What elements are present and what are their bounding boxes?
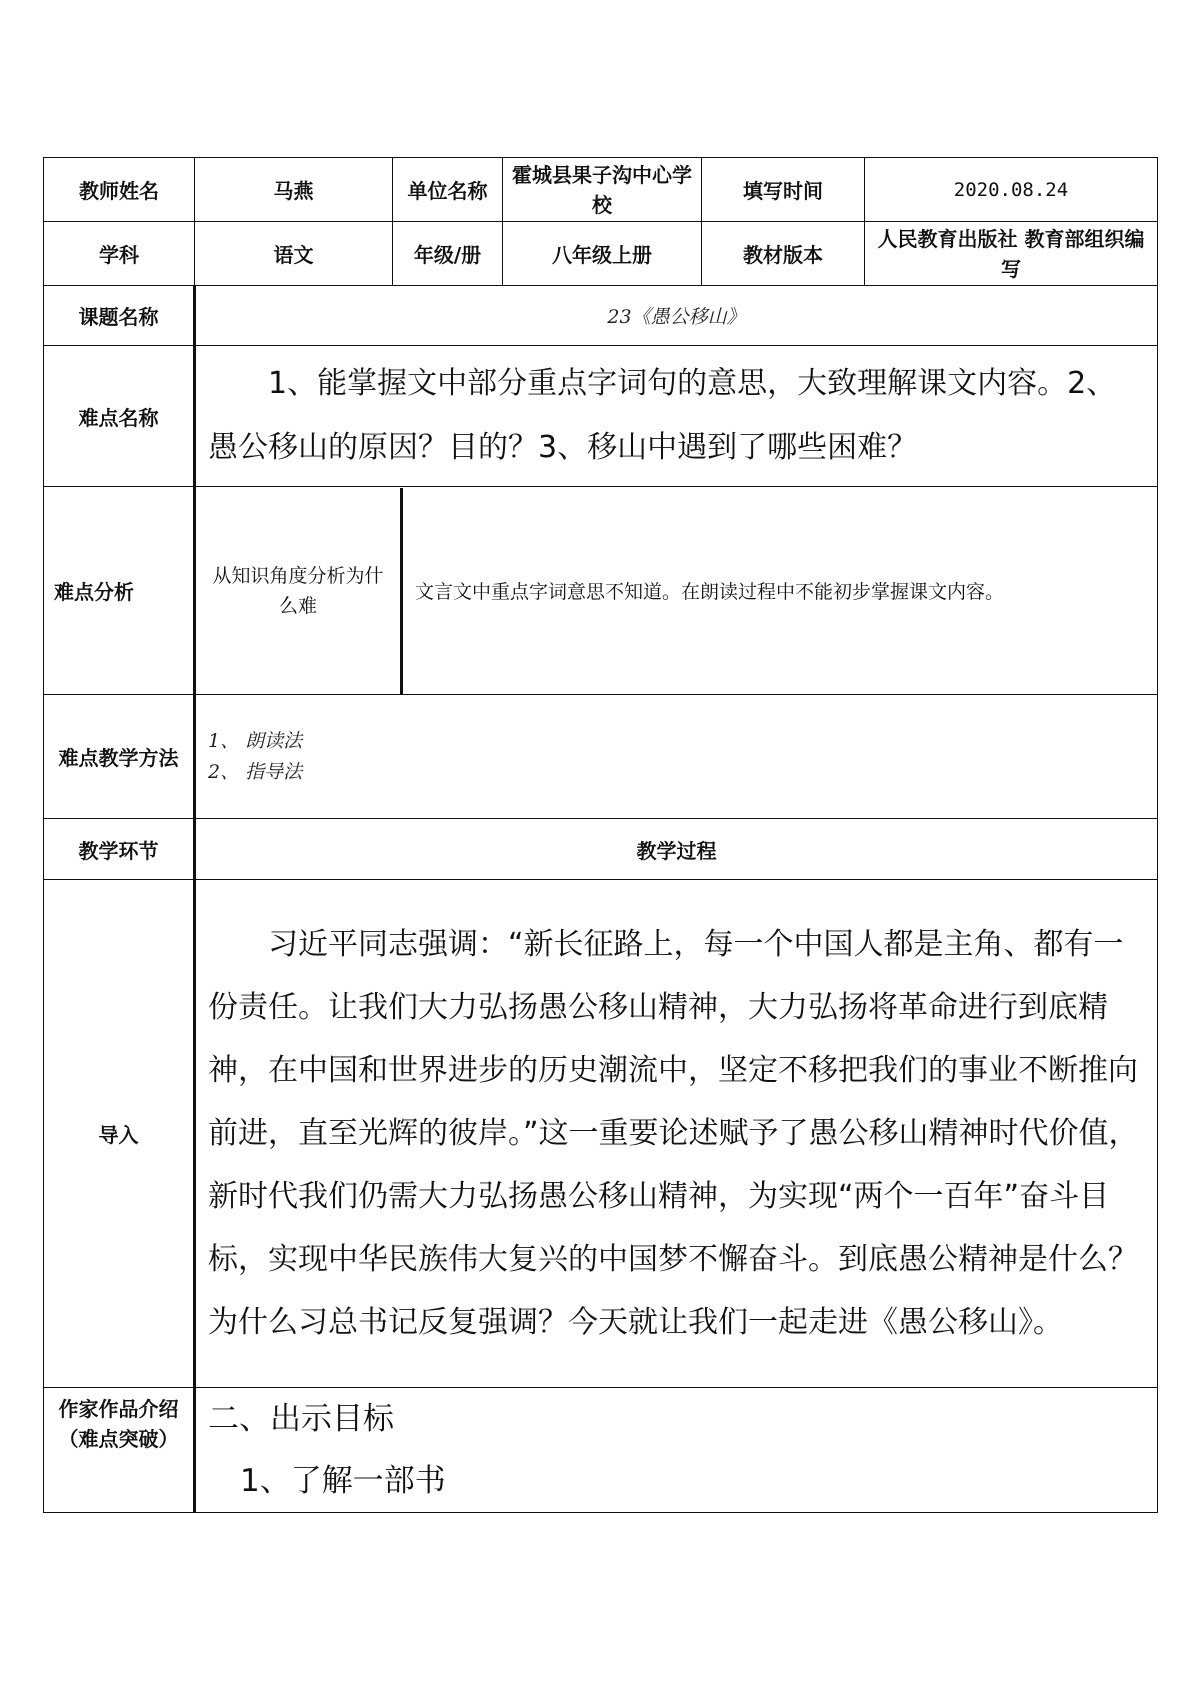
author-content (195, 1388, 1158, 1513)
author-label (44, 1388, 195, 1513)
edition-value: 人民教育出版社 教育部组织编写 (865, 222, 1158, 286)
row-teacher (44, 158, 1158, 222)
row-difficulty (44, 346, 1158, 487)
intro-text (195, 880, 1158, 1388)
author-item: 1、了解一部书 (240, 1463, 446, 1499)
author-label-line2: （难点突破） (58, 1427, 179, 1451)
grade-label: 年级/册 (393, 222, 503, 286)
analysis-text: 文言文中重点字词意思不知道。在朗读过程中不能初步掌握课文内容。 (415, 581, 1005, 603)
topic-value: 23《愚公移山》 (195, 286, 1158, 346)
row-process-header (44, 819, 1158, 880)
difficulty-paragraph: 1、能掌握文中部分重点字词句的意思，大致理解课文内容。2、愚公移山的原因？目的？3、移山中遇到了哪些困难？ (208, 366, 1117, 465)
row-subject (44, 222, 1158, 286)
analysis-inner-table (196, 488, 1157, 694)
difficulty-label: 难点名称 (44, 346, 195, 487)
row-intro (44, 880, 1158, 1388)
lesson-plan-table (43, 157, 1158, 1513)
author-heading: 二、出示目标 (208, 1401, 394, 1437)
teacher-label: 教师姓名 (44, 158, 195, 222)
row-analysis (44, 487, 1158, 695)
row-author (44, 1388, 1158, 1513)
intro-label: 导入 (44, 880, 195, 1388)
row-topic (44, 286, 1158, 346)
method-item-2: 2、 指导法 (208, 760, 303, 783)
grade-value: 八年级上册 (503, 222, 702, 286)
edition-label: 教材版本 (702, 222, 865, 286)
analysis-sub-label: 从知识角度分析为什么难 (196, 488, 402, 694)
analysis-cell (195, 487, 1158, 695)
method-item-1: 1、 朗读法 (208, 729, 303, 752)
unit-value: 霍城县果子沟中心学校 (503, 158, 702, 222)
subject-value: 语文 (195, 222, 393, 286)
process-label: 教学环节 (44, 819, 195, 880)
process-value: 教学过程 (195, 819, 1158, 880)
fill-time-label: 填写时间 (702, 158, 865, 222)
intro-paragraph: 习近平同志强调：“新长征路上，每一个中国人都是主角、都有一份责任。让我们大力弘扬愚公移山精神，大力弘扬将革命进行到底精神，在中国和世界进步的历史潮流中，坚定不移把我们的事业不断推向前进，直至光辉的彼岸。”这一重要论述赋予了愚公移山精神时代价值，新时代我们仍需大力弘扬愚公移山精神，为实现“两个一百年”奋斗目标，实现中华民族伟大复兴的中国梦不懈奋斗。到底愚公精神是什么？为什么习总书记反复强调？今天就让我们一起走进《愚公移山》。 (208, 927, 1139, 1340)
analysis-label: 难点分析 (44, 487, 195, 695)
topic-label: 课题名称 (44, 286, 195, 346)
fill-time-value: 2020.08.24 (865, 158, 1158, 222)
author-label-line1: 作家作品介绍 (58, 1397, 179, 1421)
methods-list (195, 695, 1158, 819)
methods-label: 难点教学方法 (44, 695, 195, 819)
teacher-value: 马燕 (195, 158, 393, 222)
row-methods (44, 695, 1158, 819)
difficulty-text (195, 346, 1158, 487)
subject-label: 学科 (44, 222, 195, 286)
unit-label: 单位名称 (393, 158, 503, 222)
